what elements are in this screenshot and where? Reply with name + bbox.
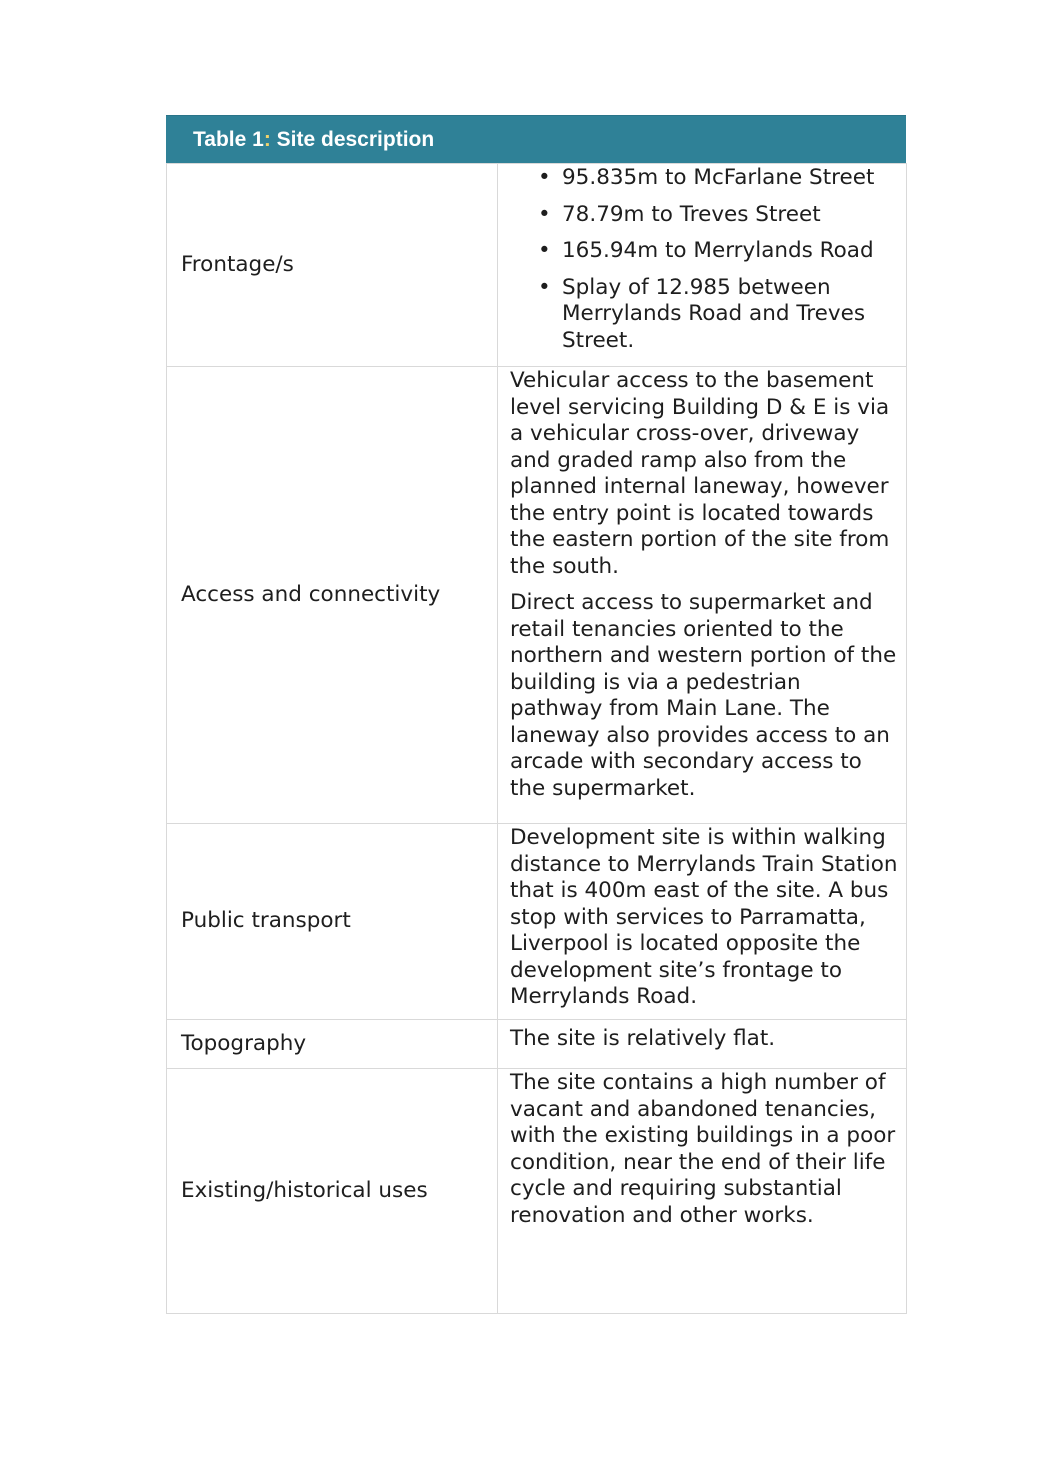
paragraph: Development site is within walking distance to Merrylands Train Station that is 400m east of the site. A bus stop with services to Parramatta, Liverpool is located opposite the development site’s frontage to Merrylands Road. [510,825,898,1009]
table-row-access [167,367,907,824]
table-row-topography [167,1020,907,1069]
table-body [166,163,907,1314]
paragraph: The site contains a high number of vacant and abandoned tenancies, with the existing buildings in a poor condition, near the end of their life cycle and requiring substantial renovation and other works. [510,1070,896,1228]
caption-text: Site description [270,127,435,151]
row-value [498,1069,907,1314]
list-item: • Splay of 12.985 between Merrylands Road and Treves Street. [538,274,866,353]
row-value [498,1020,907,1069]
bullet-icon: • [538,274,551,300]
paragraph: Vehicular access to the basement level servicing Building D & E is via a vehicular cross-over, driveway and graded ramp also from the planned internal laneway, however the entry point is located towards the eastern portion of the site from the south. [510,368,890,579]
list-item: • 78.79m to Treves Street [538,201,821,227]
row-value [498,824,907,1020]
bullet-icon: • [538,238,551,263]
row-value [498,367,907,824]
list-item: • 95.835m to McFarlane Street [538,165,875,190]
paragraph: The site is relatively flat. [510,1026,776,1051]
row-label: Topography [167,1020,498,1069]
bullet-icon: • [538,165,551,190]
caption-prefix: Table 1 [193,127,264,151]
row-label: Existing/historical uses [167,1069,498,1314]
row-label: Public transport [167,824,498,1020]
table-row-frontage [167,164,907,367]
list-item: • 165.94m to Merrylands Road [538,238,874,263]
table-caption [166,115,906,163]
row-value [498,164,907,367]
site-description-table [166,115,906,1314]
table-row-public-transport [167,824,907,1020]
table-row-existing-uses [167,1069,907,1314]
row-label: Access and connectivity [167,367,498,824]
caption-colon: : [263,127,271,151]
frontage-list [510,165,898,354]
bullet-icon: • [538,201,551,227]
row-label: Frontage/s [167,164,498,367]
paragraph: Direct access to supermarket and retail tenancies oriented to the northern and western portion of the building is via a pedestrian pathway from Main Lane. The laneway also provides access to an arcade with secondary access to the supermarket. [510,590,897,801]
